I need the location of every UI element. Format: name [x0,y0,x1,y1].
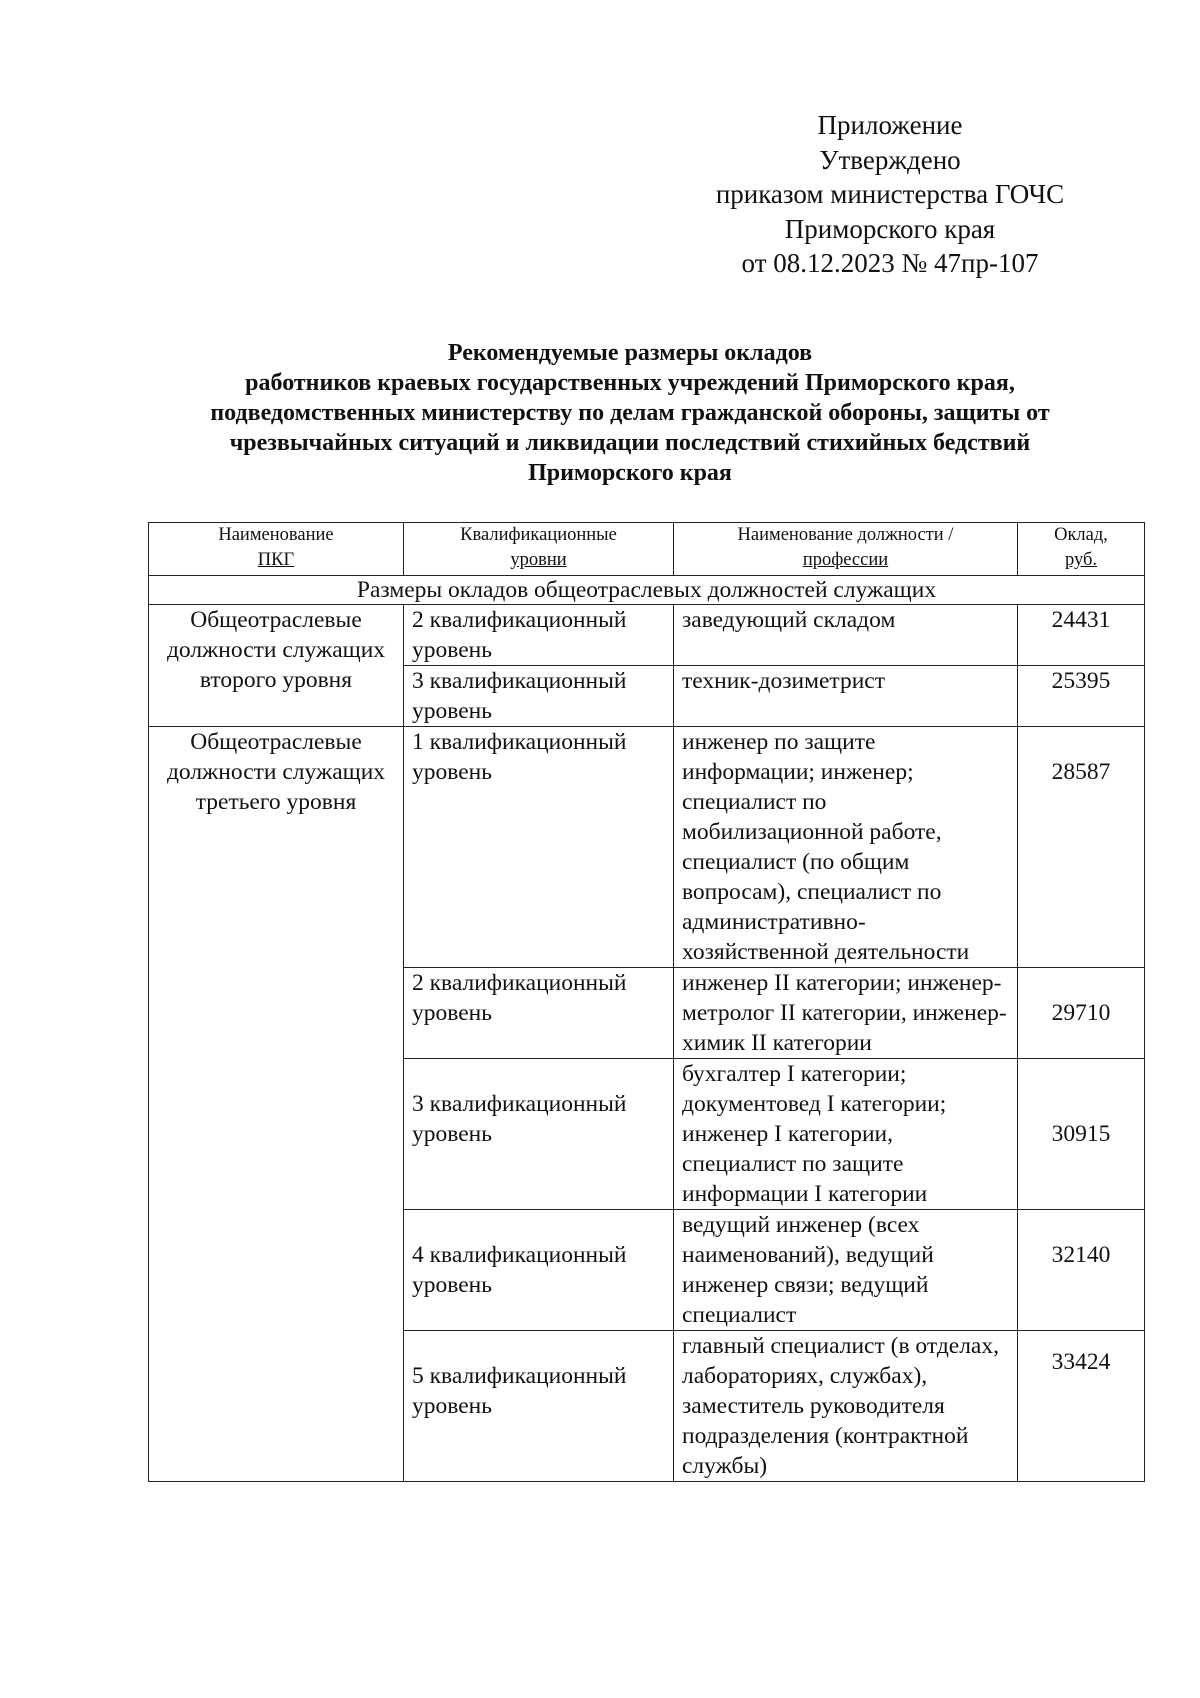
salary-value: 24431 [1018,605,1145,666]
header-text: Квалификационные [460,525,617,545]
approval-line-region: Приморского края [784,213,996,244]
position-name: инженер по защите информации; инженер; специалист по мобилизационной работе, специалист (по общим вопросам), специалист по административно-хозяйственной деятельности [674,727,1018,968]
qualification-level: 2 квалификационный уровень [404,605,674,666]
position-name: инженер II категории; инженер-метролог II категории, инженер-химик II категории [674,968,1018,1059]
title-line: Рекомендуемые размеры окладов [447,340,813,366]
header-text: Оклад, [1054,525,1108,545]
qualification-level: 3 квалификационный уровень [404,666,674,727]
header-text: уровни [510,550,567,570]
qualification-level: 2 квалификационный уровень [404,968,674,1059]
title-line: Приморского края [528,460,732,486]
salary-table [148,522,1145,1482]
header-levels [404,523,674,576]
header-pkg [149,523,404,576]
approval-line-approved: Утверждено [819,144,961,175]
salary-value: 30915 [1018,1059,1145,1210]
header-salary [1018,523,1145,576]
approval-line-appendix: Приложение [817,110,963,140]
position-name: бухгалтер I категории; документовед I категории; инженер I категории, специалист по защите информации I категории [674,1059,1018,1210]
position-name: главный специалист (в отделах, лабораториях, службах), заместитель руководителя подразделения (контрактной службы) [674,1331,1018,1482]
position-name: ведущий инженер (всех наименований), ведущий инженер связи; ведущий специалист [674,1210,1018,1331]
header-text: ПКГ [257,550,295,570]
qualification-level: 3 квалификационный уровень [404,1059,674,1210]
pkg-group-name: Общеотраслевые должности служащих третьего уровня [149,727,404,1482]
salary-value: 32140 [1018,1210,1145,1331]
title-line: подведомственных министерству по делам гражданской обороны, защиты от [210,400,1050,426]
salary-value: 33424 [1018,1331,1145,1482]
salary-value: 28587 [1018,727,1145,968]
approval-line-order: приказом министерства ГОЧС [715,179,1065,209]
section-title: Размеры окладов общеотраслевых должностей служащих [149,576,1145,605]
approval-line-date-number: от 08.12.2023 № 47пр-107 [741,248,1039,278]
position-name: техник-дозиметрист [674,666,1018,727]
table-row [149,605,1145,666]
header-text: профессии [802,550,889,570]
header-text: Наименование [218,525,334,545]
position-name: заведующий складом [674,605,1018,666]
qualification-level: 1 квалификационный уровень [404,727,674,968]
salary-value: 29710 [1018,968,1145,1059]
title-line: чрезвычайных ситуаций и ликвидации последствий стихийных бедствий [229,430,1031,456]
table-row [149,727,1145,968]
header-text: Наименование должности / [737,525,954,545]
salary-value: 25395 [1018,666,1145,727]
pkg-group-name: Общеотраслевые должности служащих второго уровня [149,605,404,727]
title-line: работников краевых государственных учреждений Приморского края, [245,370,1015,396]
qualification-level: 4 квалификационный уровень [404,1210,674,1331]
approval-block [690,108,1090,281]
section-row [149,576,1145,605]
header-position [674,523,1018,576]
header-text: руб. [1064,550,1098,570]
table-header-row [149,523,1145,576]
qualification-level: 5 квалификационный уровень [404,1331,674,1482]
document-title [130,338,1130,488]
